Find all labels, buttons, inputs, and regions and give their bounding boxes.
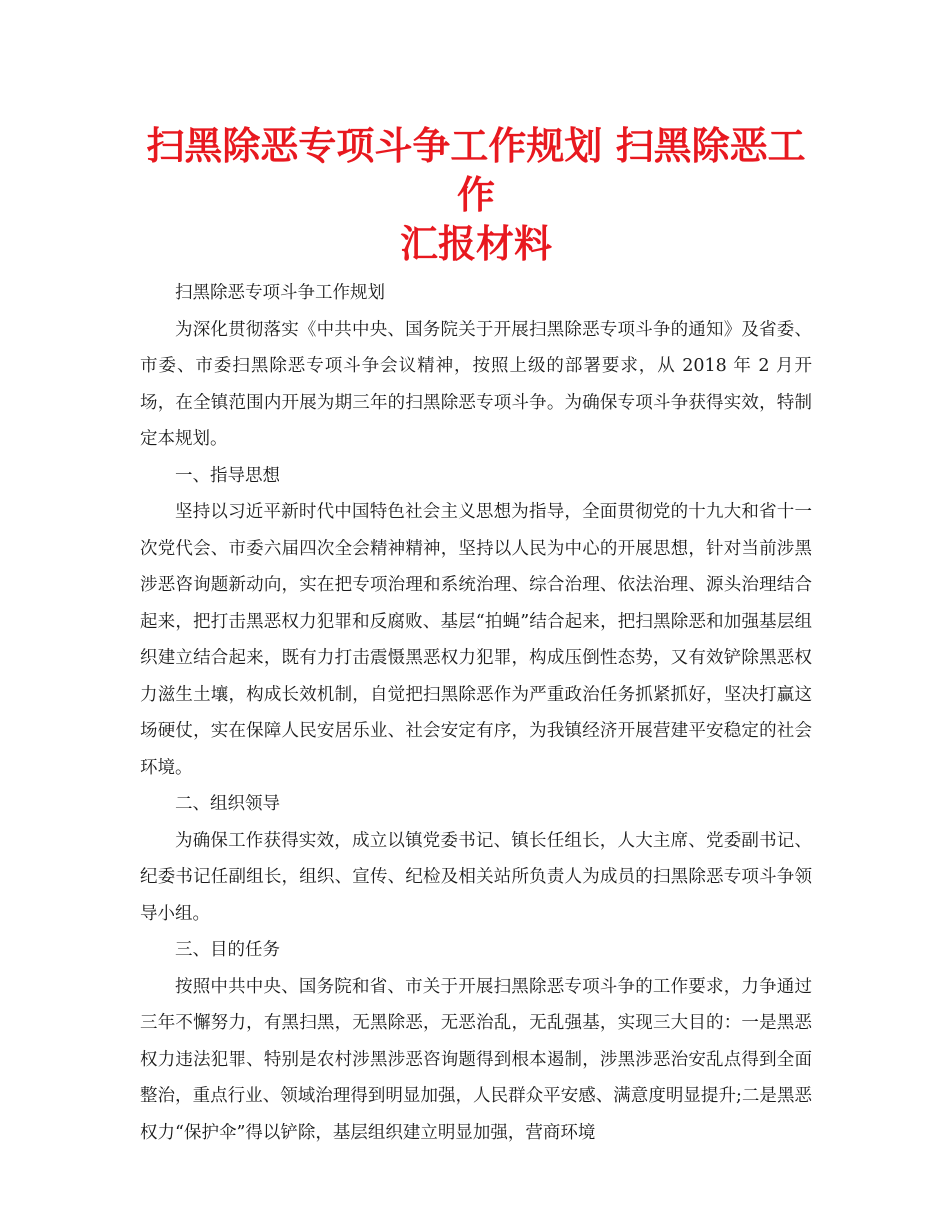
goals-paragraph: 按照中共中央、国务院和省、市关于开展扫黑除恶专项斗争的工作要求，力争通过三年不懈努力，有黑扫黑，无黑除恶，无恶治乱，无乱强基，实现三大目的：一是黑恶权力违法犯罪、特别是农村涉黑涉恶咨询题得到根本遏制，涉黑涉恶治安乱点得到全面整治，重点行业、领域治理得到明显加强，人民群众平安感、满意度明显提升;二是黑恶权力“保护伞”得以铲除，基层组织建立明显加强，营商环境 xyxy=(140,976,812,1143)
title-line-2: 汇报材料 xyxy=(399,222,552,266)
document-body xyxy=(140,275,812,1151)
section-heading-organization: 二、组织领导 xyxy=(175,794,280,814)
section-heading-goals: 三、目的任务 xyxy=(175,940,280,960)
title-line-1: 扫黑除恶专项斗争工作规划 扫黑除恶工作 xyxy=(146,124,806,217)
section-heading-guiding-ideology: 一、指导思想 xyxy=(175,465,280,486)
organization-paragraph: 为确保工作获得实效，成立以镇党委书记、镇长任组长，人大主席、党委副书记、纪委书记任副组长，组织、宣传、纪检及相关站所负责人为成员的扫黑除恶专项斗争领导小组。 xyxy=(140,830,812,924)
intro-paragraph: 为深化贯彻落实《中共中央、国务院关于开展扫黑除恶专项斗争的通知》及省委、市委、市委扫黑除恶专项斗争会议精神，按照上级的部署要求，从 2018 年 2 月开场，在全镇范围内开展为期三年的扫黑除恶专项斗争。为确保专项斗争获得实效，特制定本规划。 xyxy=(140,319,812,449)
guiding-ideology-paragraph: 坚持以习近平新时代中国特色社会主义思想为指导，全面贯彻党的十九大和省十一次党代会、市委六届四次全会精神精神，坚持以人民为中心的开展思想，针对当前涉黑涉恶咨询题新动向，实在把专项治理和系统治理、综合治理、依法治理、源头治理结合起来，把打击黑恶权力犯罪和反腐败、基层“拍蝇”结合起来，把扫黑除恶和加强基层组织建立结合起来，既有力打击震慑黑恶权力犯罪，构成压倒性态势，又有效铲除黑恶权力滋生土壤，构成长效机制，自觉把扫黑除恶作为严重政治任务抓紧抓好，坚决打赢这场硬仗，实在保障人民安居乐业、社会安定有序，为我镇经济开展营建平安稳定的社会环境。 xyxy=(140,502,812,778)
subtitle-paragraph: 扫黑除恶专项斗争工作规划 xyxy=(175,283,385,303)
document-title xyxy=(140,122,812,269)
